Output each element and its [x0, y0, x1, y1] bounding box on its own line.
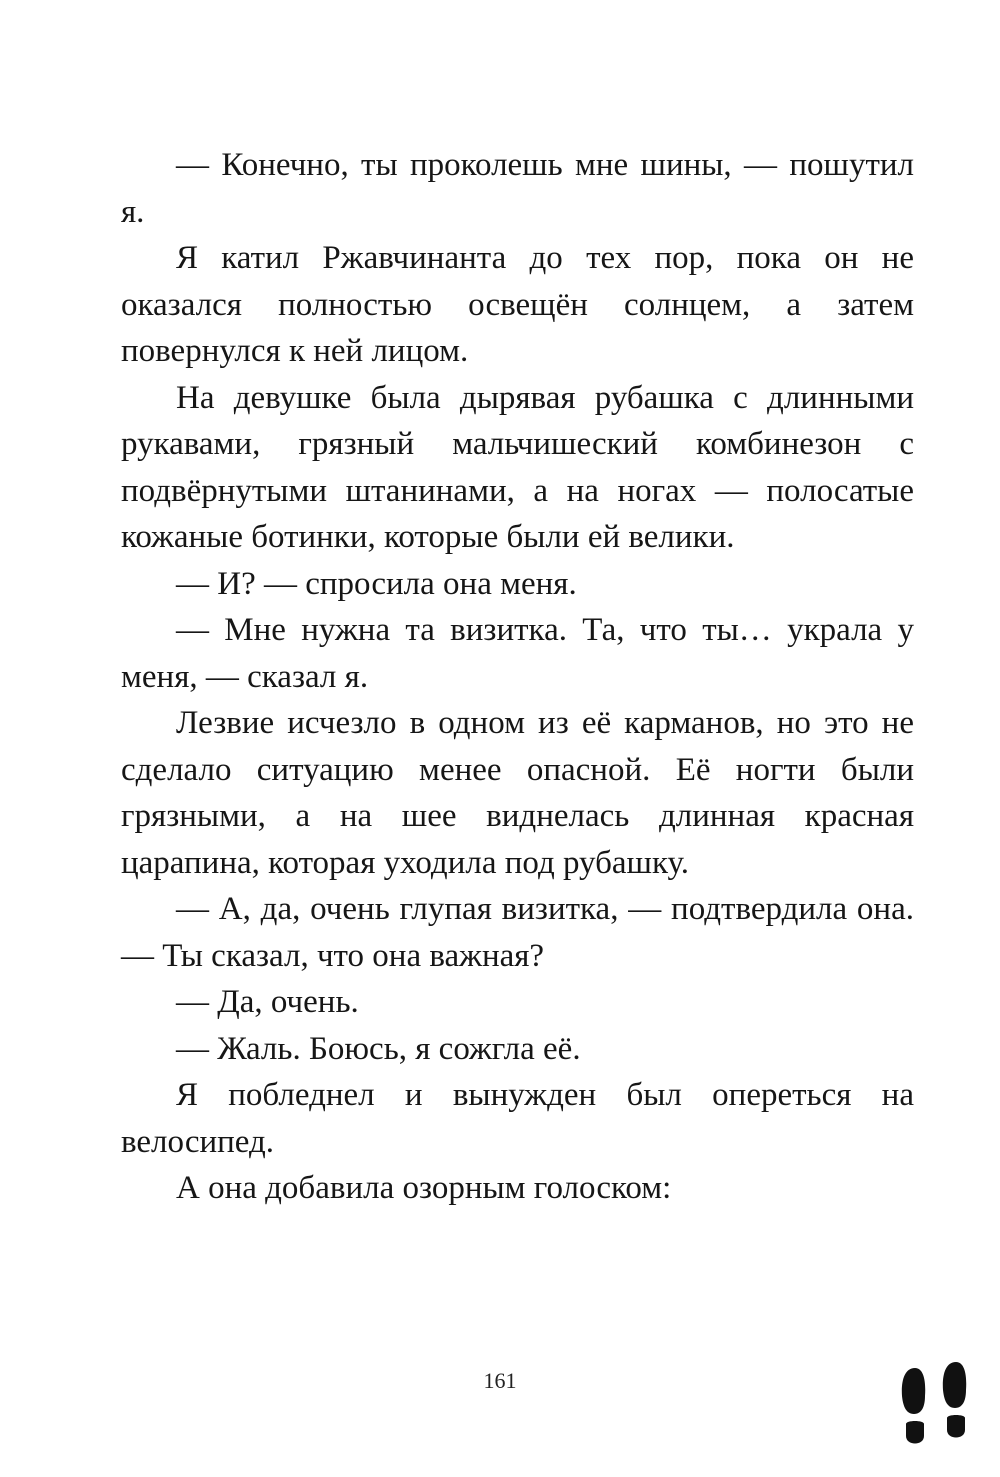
page-body [121, 142, 914, 1212]
paragraph: — Жаль. Боюсь, я сожгла её. [176, 1030, 581, 1067]
paragraph: А она добавила озорным голоском: [176, 1170, 672, 1206]
paragraph: — А, да, очень глупая визитка, — подтвердила она. — Ты сказал, что она важная? [121, 891, 914, 974]
page-number: 161 [483, 1368, 517, 1393]
paragraph: — И? — спросила она меня. [176, 565, 577, 602]
paragraph: — Конечно, ты проколешь мне шины, — пошутил я. [121, 147, 914, 230]
paragraph: Я побледнел и вынужден был опереться на велосипед. [121, 1077, 914, 1160]
footprints-icon [896, 1362, 978, 1462]
paragraph: Я катил Ржавчинанта до тех пор, пока он не оказался полностью освещён солнцем, а затем повернулся к ней лицом. [121, 240, 914, 369]
paragraph: — Мне нужна та визитка. Та, что ты… украла у меня, — сказал я. [121, 612, 914, 695]
paragraph: Лезвие исчезло в одном из её карманов, но это не сделало ситуацию менее опасной. Её ногти были грязными, а на шее виднелась длинная красная царапина, которая уходила под рубашку. [121, 705, 914, 881]
paragraph: На девушке была дырявая рубашка с длинными рукавами, грязный мальчишеский комбинезон с подвёрнутыми штанинами, а на ногах — полосатые кожаные ботинки, которые были ей велики. [121, 379, 914, 555]
paragraph: — Да, очень. [176, 984, 359, 1020]
